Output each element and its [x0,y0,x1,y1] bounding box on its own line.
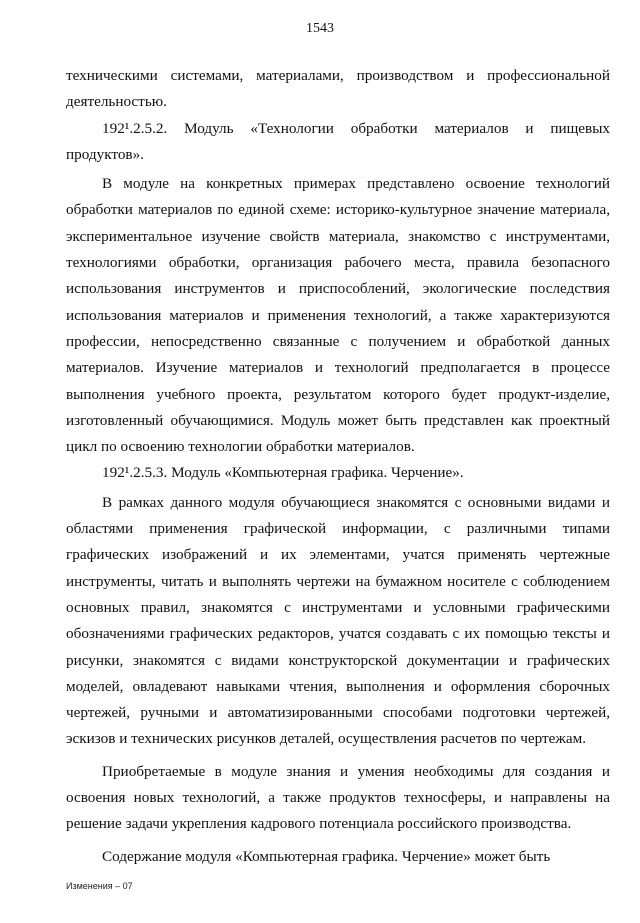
paragraph-knowledge-skills: Приобретаемые в модуле знания и умения необходимы для создания и освоения новых технологий, а также продуктов техносферы, и направлены на решение задачи укрепления кадрового потенциала российского производства. [66,762,610,833]
section-heading-2-5-3: 192¹.2.5.3. Модуль «Компьютерная графика. Черчение». [102,464,464,482]
section-heading-2-5-2: 192¹.2.5.2. Модуль «Технологии обработки материалов и пищевых продуктов». [66,119,610,163]
paragraph-module-graphics: В рамках данного модуля обучающиеся знакомятся с основными видами и областями применения графической информации, с различными типами графических изображений и их элементами, учатся применять чертежные инструменты, читать и выполнять чертежи на бумажном носителе с соблюдением основных правил, знакомятся с инструментами и условными графическими обозначениями графических редакторов, учатся создавать с их помощью тексты и рисунки, знакомятся с видами конструкторской документации и графических моделей, овладевают навыками чтения, выполнения и оформления сборочных чертежей, ручными и автоматизированными способами подготовки чертежей, эскизов и технических рисунков деталей, осуществления расчетов по чертежам. [66,493,610,748]
paragraph-continuation: техническими системами, материалами, производством и профессиональной деятельностью. [66,67,610,111]
paragraph-module-content: Содержание модуля «Компьютерная графика. Черчение» может быть [102,847,551,865]
page-number: 1543 [306,21,334,36]
document-body [66,63,610,870]
paragraph-module-materials: В модуле на конкретных примерах представлено освоение технологий обработки материалов по единой схеме: историко-культурное значение материала, экспериментальное изучение свойств материала, знакомство с инструментами, технологиями обработки, организация рабочего места, правила безопасного использования инструментов и приспособлений, экологические последствия использования материалов и применения технологий, а также характеризуются профессии, непосредственно связанные с получением и обработкой данных материалов. Изучение материалов и технологий предполагается в процессе выполнения учебного проекта, результатом которого будет продукт-изделие, изготовленный обучающимися. Модуль может быть представлен как проектный цикл по освоению технологии обработки материалов. [66,175,610,456]
footer-revision-note: Изменения – 07 [66,881,133,891]
